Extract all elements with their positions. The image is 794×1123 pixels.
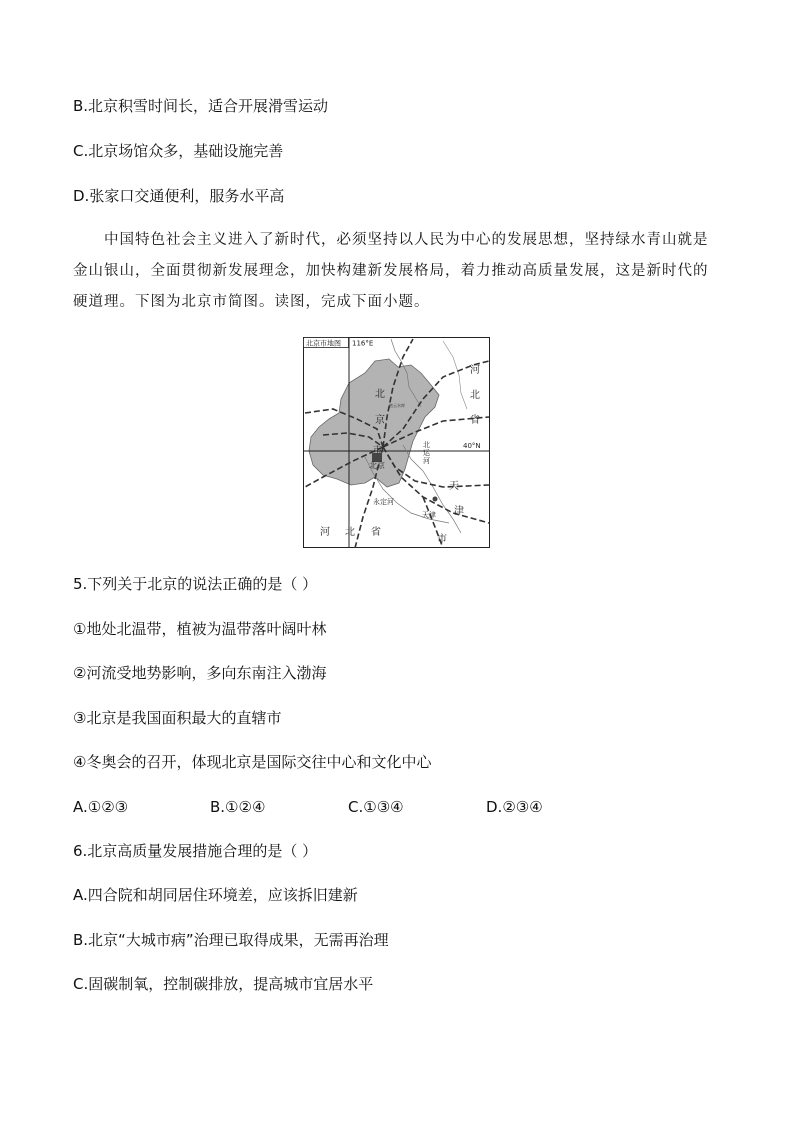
q5-stem: 5.下列关于北京的说法正确的是（ ） [73,575,318,593]
map-label: 北 [423,441,430,449]
q5-item-2: ②河流受地势影响，多向东南注入渤海 [73,664,327,682]
latitude-label: 40°N [463,442,481,450]
map-label: 北 [470,390,480,401]
option-d-top: D.张家口交通便利，服务水平高 [73,187,285,205]
map-label: 北 [375,389,385,400]
map-label: 天津 [422,511,436,519]
map-label: 津 [454,506,464,517]
q6-option-c[interactable]: C.固碳制氧，控制碳排放，提高城市宜居水平 [73,975,374,993]
option-b-top: B.北京积雪时间长，适合开展滑雪运动 [73,97,329,115]
map-label: 北 [345,527,355,538]
option-c-top: C.北京场馆众多，基础设施完善 [73,142,284,160]
q6-option-b[interactable]: B.北京“大城市病”治理已取得成果，无需再治理 [73,931,389,949]
q5-choice-a[interactable]: A.①②③ [73,798,129,816]
map-title: 北京市地图 [306,339,341,348]
q5-choice-d[interactable]: D.②③④ [486,798,543,816]
map-label: 河 [470,365,480,376]
map-label: 省 [470,415,480,426]
reading-passage: 中国特色社会主义进入了新时代，必须坚持以人民为中心的发展思想，坚持绿水青山就是金山银山，全面贯彻新发展理念，加快构建新发展格局，着力推动高质量发展，这是新时代的硬道理。下图为北京市简图。读图，完成下面小题。 [73,232,709,310]
map-label: 北京 [369,461,385,470]
q6-stem: 6.北京高质量发展措施合理的是（ ） [73,842,318,860]
map-label: 市 [437,534,447,545]
q5-choice-c[interactable]: C.①③④ [348,798,404,816]
q5-item-3: ③北京是我国面积最大的直辖市 [73,709,282,727]
beijing-map [303,337,490,548]
q5-choice-b[interactable]: B.①②④ [210,798,266,816]
map-label: 市 [373,446,383,456]
map-label: 天 [449,481,459,492]
map-label: 京 [375,415,385,426]
map-label: 河 [423,457,430,465]
q5-item-1: ①地处北温带，植被为温带落叶阔叶林 [73,620,327,638]
q6-option-a[interactable]: A.四合院和胡同居住环境差，应该拆旧建新 [73,886,358,904]
q5-item-4: ④冬奥会的召开，体现北京是国际交往中心和文化中心 [73,753,432,771]
map-label: 密云水库 [389,403,405,408]
longitude-label: 116°E [352,339,374,348]
map-label: 河 [320,527,330,538]
map-label: 运 [423,449,430,457]
map-label: 永定河 [373,498,394,506]
map-label: 省 [371,527,381,538]
